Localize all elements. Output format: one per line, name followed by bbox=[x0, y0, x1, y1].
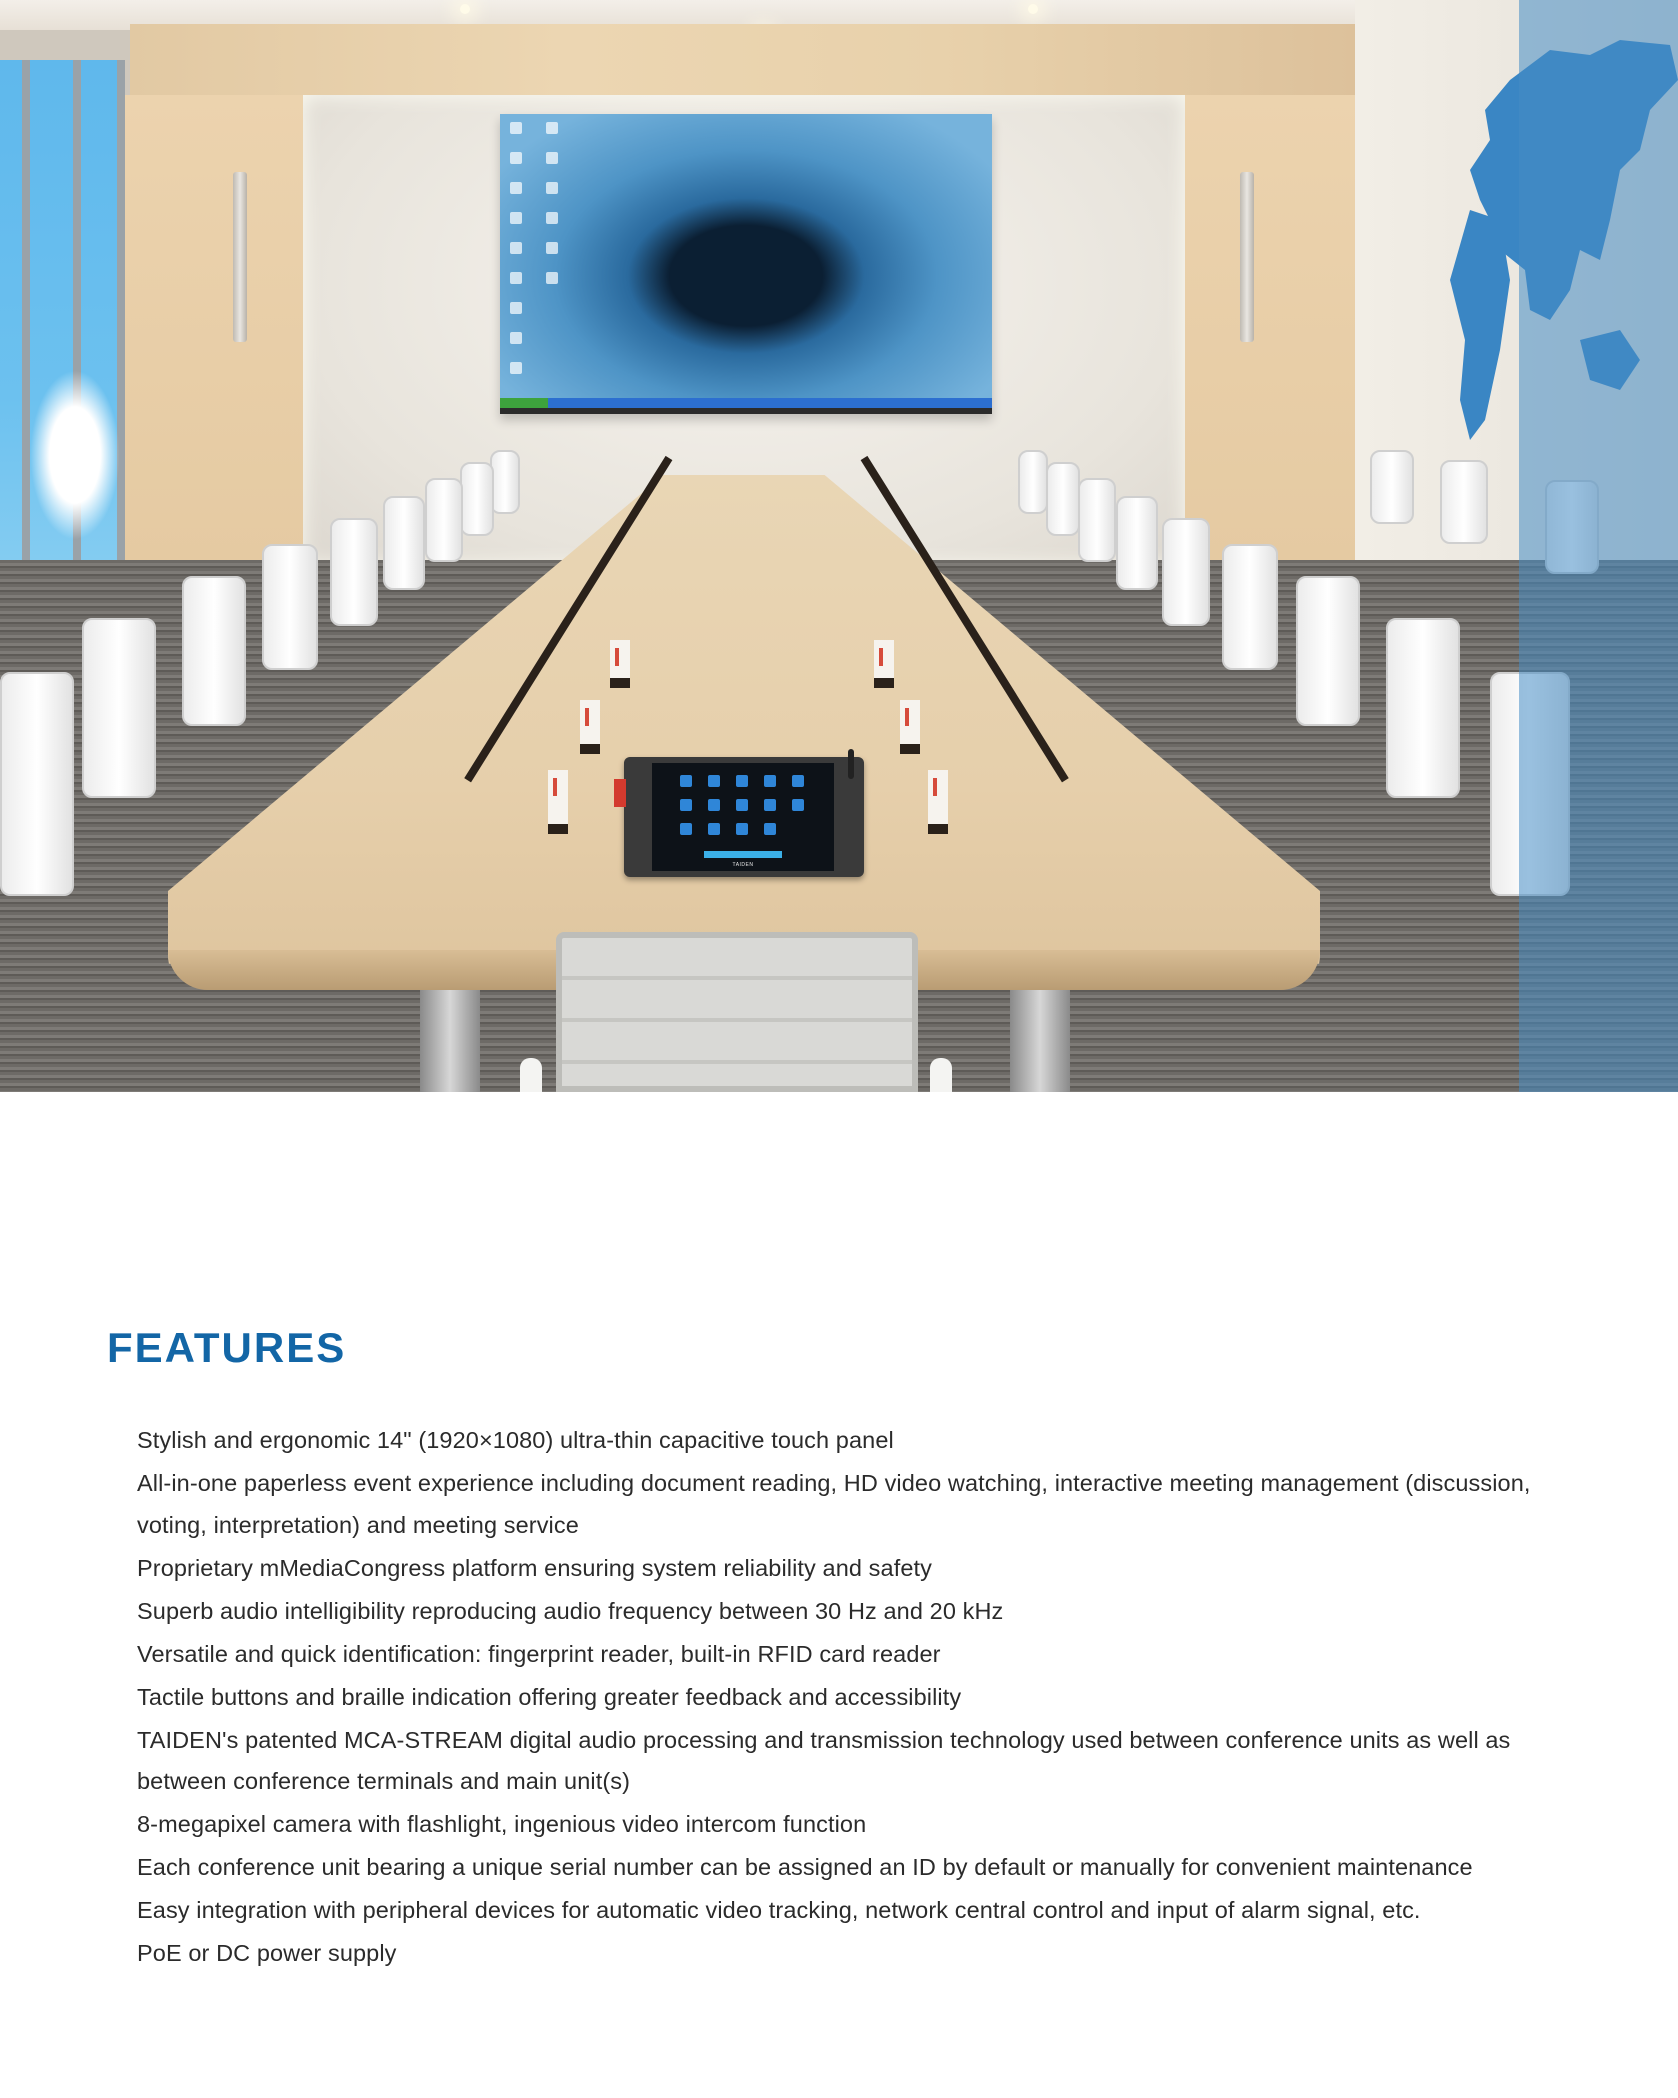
chair-arm bbox=[930, 1058, 952, 1092]
desktop-icon bbox=[510, 242, 522, 254]
desktop-icon bbox=[546, 182, 558, 194]
chair bbox=[1222, 544, 1278, 670]
chair bbox=[1386, 618, 1460, 798]
chair bbox=[383, 496, 425, 590]
chair bbox=[1370, 450, 1414, 524]
nameplate bbox=[874, 640, 894, 688]
desktop-icon bbox=[510, 122, 522, 134]
app-icon bbox=[736, 799, 748, 811]
nameplate bbox=[928, 770, 948, 834]
cloud bbox=[30, 370, 120, 540]
wall-display bbox=[500, 114, 992, 414]
nameplate bbox=[900, 700, 920, 754]
device-brand: TAIDEN bbox=[732, 862, 754, 868]
desktop-icon bbox=[546, 122, 558, 134]
feature-item: Proprietary mMediaCongress platform ensuring system reliability and safety bbox=[137, 1554, 932, 1581]
terminal-screen bbox=[652, 763, 834, 871]
feature-item: Superb audio intelligibility reproducing audio frequency between 30 Hz and 20 kHz bbox=[137, 1597, 1004, 1624]
app-icon bbox=[792, 799, 804, 811]
desktop-icon bbox=[546, 212, 558, 224]
app-icon bbox=[680, 823, 692, 835]
desktop-icon bbox=[510, 152, 522, 164]
taskbar bbox=[500, 398, 992, 408]
table-leg bbox=[420, 990, 480, 1092]
column-speaker-right bbox=[1240, 172, 1254, 342]
app-icon bbox=[708, 799, 720, 811]
feature-item: All-in-one paperless event experience including document reading, HD video watching, interactive meeting management (discussion, voting, interpretation) and meeting service bbox=[137, 1470, 1531, 1538]
microphone-icon bbox=[848, 749, 854, 779]
blue-overlay-panel bbox=[1519, 0, 1678, 1092]
desktop-icon bbox=[510, 182, 522, 194]
conference-terminal bbox=[624, 757, 864, 877]
desktop-icon bbox=[510, 302, 522, 314]
chair bbox=[1162, 518, 1210, 626]
chair bbox=[1296, 576, 1360, 726]
chair bbox=[1078, 478, 1116, 562]
app-icon bbox=[708, 823, 720, 835]
column-speaker-left bbox=[233, 172, 247, 342]
nameplate bbox=[548, 770, 568, 834]
desktop-icon bbox=[510, 272, 522, 284]
feature-item: TAIDEN's patented MCA-STREAM digital audio processing and transmission technology used between conference units as well as between conference terminals and main unit(s) bbox=[137, 1726, 1511, 1794]
features-heading: FEATURES bbox=[107, 1324, 347, 1371]
feature-item: Easy integration with peripheral devices for automatic video tracking, network central control and input of alarm signal, etc. bbox=[137, 1897, 1421, 1923]
app-icon bbox=[764, 799, 776, 811]
app-icon bbox=[708, 775, 720, 787]
app-icon bbox=[764, 823, 776, 835]
feature-item: Versatile and quick identification: fingerprint reader, built-in RFID card reader bbox=[137, 1640, 941, 1667]
wood-wall-left bbox=[125, 95, 305, 565]
desktop-icon bbox=[510, 332, 522, 344]
dock-bar bbox=[704, 851, 782, 858]
features-list bbox=[137, 1420, 1537, 1976]
chair bbox=[0, 672, 74, 896]
chair bbox=[262, 544, 318, 670]
chair bbox=[1018, 450, 1048, 514]
wood-wall-right bbox=[1185, 95, 1355, 565]
window bbox=[0, 60, 125, 620]
chair-arm bbox=[520, 1058, 542, 1092]
desktop-icon bbox=[546, 242, 558, 254]
desktop-icon bbox=[510, 212, 522, 224]
chair bbox=[1440, 460, 1488, 544]
start-button bbox=[500, 398, 548, 408]
nameplate bbox=[580, 700, 600, 754]
app-icon bbox=[764, 775, 776, 787]
chair bbox=[330, 518, 378, 626]
feature-item: PoE or DC power supply bbox=[137, 1940, 397, 1966]
ceiling-light bbox=[460, 4, 470, 14]
rfid-card bbox=[614, 779, 626, 807]
chair bbox=[82, 618, 156, 798]
feature-item: Stylish and ergonomic 14" (1920×1080) ultra-thin capacitive touch panel bbox=[137, 1427, 894, 1453]
feature-item: 8-megapixel camera with flashlight, ingenious video intercom function bbox=[137, 1811, 867, 1837]
chair bbox=[490, 450, 520, 514]
feature-item: Tactile buttons and braille indication offering greater feedback and accessibility bbox=[137, 1683, 962, 1710]
app-icon bbox=[736, 775, 748, 787]
ceiling-light bbox=[1028, 4, 1038, 14]
desktop-icon bbox=[510, 362, 522, 374]
feature-item: Each conference unit bearing a unique serial number can be assigned an ID by default or manually for convenient maintenance bbox=[137, 1854, 1473, 1880]
chair bbox=[1116, 496, 1158, 590]
desktop-icon bbox=[546, 152, 558, 164]
nameplate bbox=[610, 640, 630, 688]
app-icon bbox=[736, 823, 748, 835]
chair bbox=[425, 478, 463, 562]
chair bbox=[1046, 462, 1080, 536]
front-chair bbox=[556, 932, 918, 1092]
table-leg bbox=[1010, 990, 1070, 1092]
chair bbox=[460, 462, 494, 536]
app-icon bbox=[680, 775, 692, 787]
app-icon bbox=[680, 799, 692, 811]
app-icon bbox=[792, 775, 804, 787]
window-mullion bbox=[22, 60, 30, 620]
desktop-icon bbox=[546, 272, 558, 284]
chair bbox=[182, 576, 246, 726]
